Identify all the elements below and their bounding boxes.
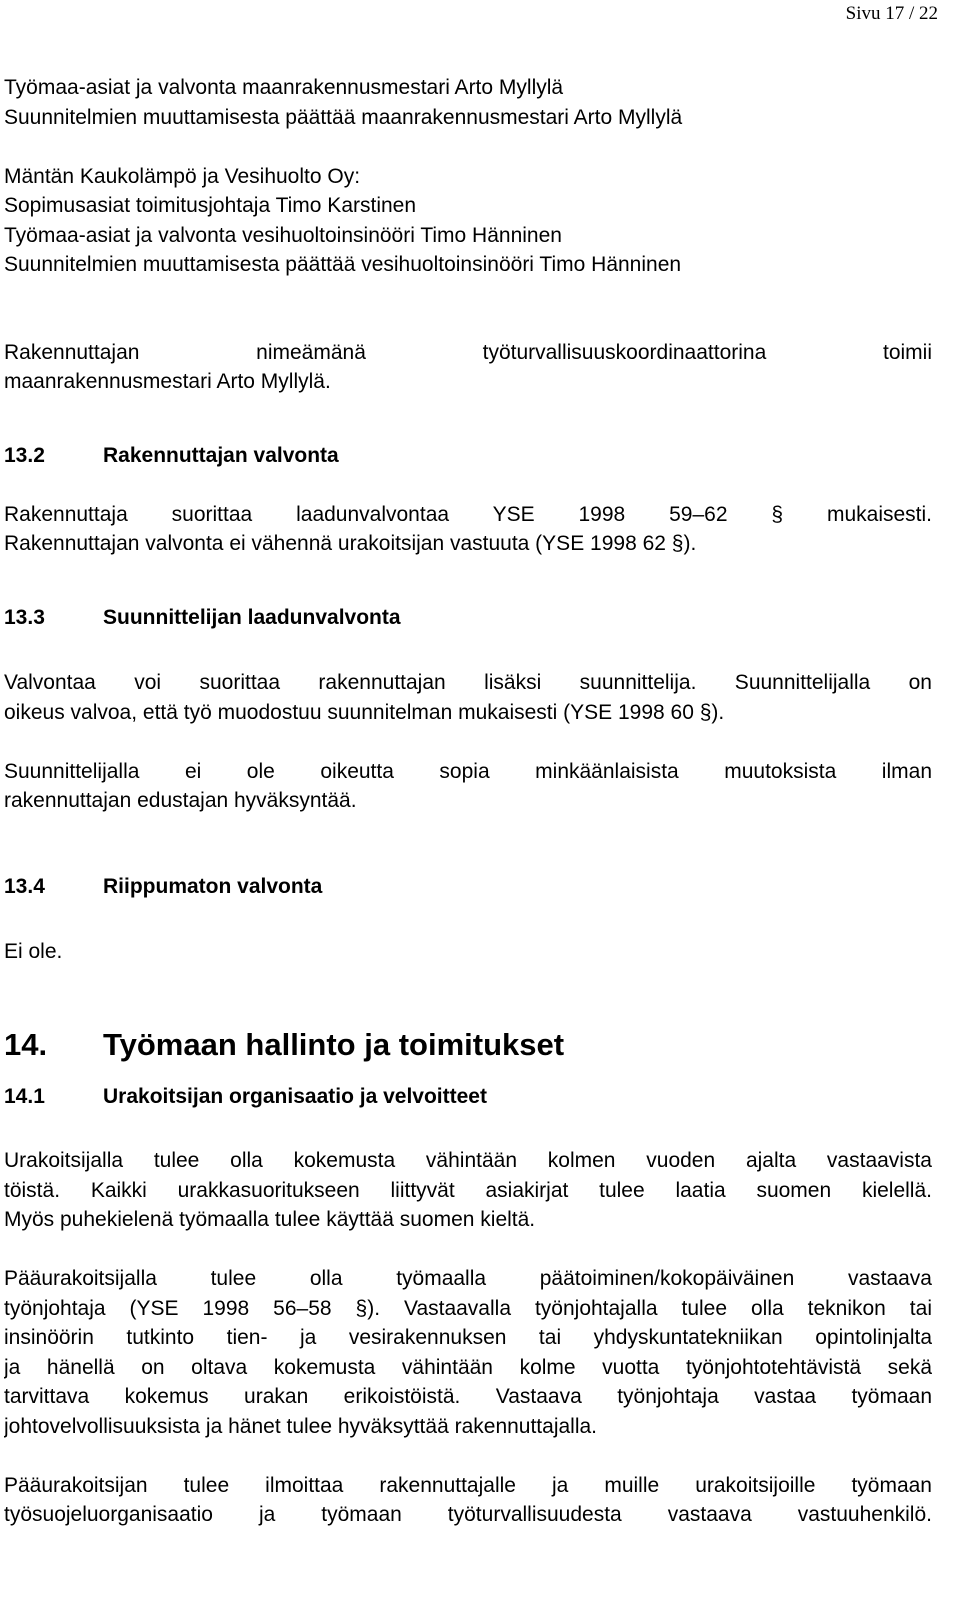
section-13-2-paragraph <box>4 500 932 559</box>
section-title: Suunnittelijan laadunvalvonta <box>103 605 401 629</box>
contact-line: Mäntän Kaukolämpö ja Vesihuolto Oy: <box>4 164 361 188</box>
section-13-3-paragraph-2 <box>4 757 932 816</box>
contact-line: Sopimusasiat toimitusjohtaja Timo Karstinen <box>4 194 417 217</box>
coordinator-paragraph <box>4 338 932 397</box>
paragraph-line: töistä. Kaikki urakkasuoritukseen liittyvät asiakirjat tulee laatia suomen kielellä. <box>4 1178 932 1202</box>
section-14-1-paragraph-3 <box>4 1471 932 1530</box>
contacts-mantta <box>4 162 932 280</box>
section-heading-13-4 <box>4 872 932 902</box>
section-number: 13.2 <box>4 443 45 467</box>
contact-line: Suunnitelmien muuttamisesta päättää vesihuoltoinsinööri Timo Hänninen <box>4 253 682 276</box>
section-heading-13-2 <box>4 441 932 471</box>
paragraph-line: työsuojeluorganisaatio ja työmaan työturvallisuudesta vastaava vastuuhenkilö. <box>4 1503 932 1526</box>
paragraph-line: Rakennuttajan valvonta ei vähennä urakoitsijan vastuuta (YSE 1998 62 §). <box>4 532 697 555</box>
paragraph-line: insinöörin tutkinto tien- ja vesirakennuksen tai yhdyskuntatekniikan opintolinjalta <box>4 1326 932 1349</box>
paragraph-line: Suunnittelijalla ei ole oikeutta sopia minkäänlaisista muutoksista ilman <box>4 759 932 783</box>
section-title: Urakoitsijan organisaatio ja velvoitteet <box>103 1084 487 1108</box>
section-13-4-text: Ei ole. <box>4 940 63 963</box>
paragraph-line: Pääurakoitsijalla tulee olla työmaalla päätoiminen/kokopäiväinen vastaava <box>4 1267 932 1290</box>
paragraph-line: Myös puhekielenä työmaalla tulee käyttää suomen kieltä. <box>4 1208 536 1231</box>
paragraph-line: Valvontaa voi suorittaa rakennuttajan lisäksi suunnittelija. Suunnittelijalla on <box>4 671 932 694</box>
paragraph-line: Urakoitsijalla tulee olla kokemusta vähintään kolmen vuoden ajalta vastaavista <box>4 1149 932 1172</box>
paragraph-line: Rakennuttajan nimeämänä työturvallisuuskoordinaattorina toimii <box>4 340 932 364</box>
section-number: 13.4 <box>4 874 45 898</box>
section-title: Työmaan hallinto ja toimitukset <box>103 1026 565 1062</box>
section-14-1-paragraph-2 <box>4 1264 932 1441</box>
contact-line: Työmaa-asiat ja valvonta vesihuoltoinsinööri Timo Hänninen <box>4 223 562 247</box>
section-heading-14-1 <box>4 1082 932 1112</box>
page-number: Sivu 17 / 22 <box>845 3 938 24</box>
paragraph-line: tarvittava kokemus urakan erikoistöistä. Vastaava työnjohtaja vastaa työmaan <box>4 1385 932 1408</box>
paragraph-line: ja hänellä on oltava kokemusta vähintään kolme vuotta työnjohtotehtävistä sekä <box>4 1355 932 1379</box>
paragraph-line: työnjohtaja (YSE 1998 56–58 §). Vastaavalla työnjohtajalla tulee olla teknikon tai <box>4 1296 932 1320</box>
section-heading-14 <box>4 1025 932 1065</box>
paragraph-line: maanrakennusmestari Arto Myllylä. <box>4 370 331 393</box>
paragraph-line: oikeus valvoa, että työ muodostuu suunnitelman mukaisesti (YSE 1998 60 §). <box>4 700 725 724</box>
section-title: Riippumaton valvonta <box>103 874 323 898</box>
paragraph-line: johtovelvollisuuksista ja hänet tulee hyväksyttää rakennuttajalla. <box>4 1414 598 1438</box>
section-heading-13-3 <box>4 603 932 633</box>
paragraph-line: Rakennuttaja suorittaa laadunvalvontaa YSE 1998 59–62 § mukaisesti. <box>4 502 932 526</box>
section-14-1-paragraph-1 <box>4 1146 932 1235</box>
contact-line: Työmaa-asiat ja valvonta maanrakennusmestari Arto Myllylä <box>4 76 564 99</box>
section-number: 14.1 <box>4 1084 45 1108</box>
section-13-3-paragraph-1 <box>4 668 932 727</box>
paragraph-line: rakennuttajan edustajan hyväksyntää. <box>4 789 357 812</box>
section-number: 13.3 <box>4 605 45 629</box>
section-title: Rakennuttajan valvonta <box>103 443 339 467</box>
section-number: 14. <box>4 1026 48 1062</box>
paragraph-line: Pääurakoitsijan tulee ilmoittaa rakennuttajalle ja muille urakoitsijoille työmaan <box>4 1473 932 1497</box>
contact-line: Suunnitelmien muuttamisesta päättää maanrakennusmestari Arto Myllylä <box>4 105 683 129</box>
document-content <box>4 73 932 1530</box>
contacts-top <box>4 73 932 132</box>
